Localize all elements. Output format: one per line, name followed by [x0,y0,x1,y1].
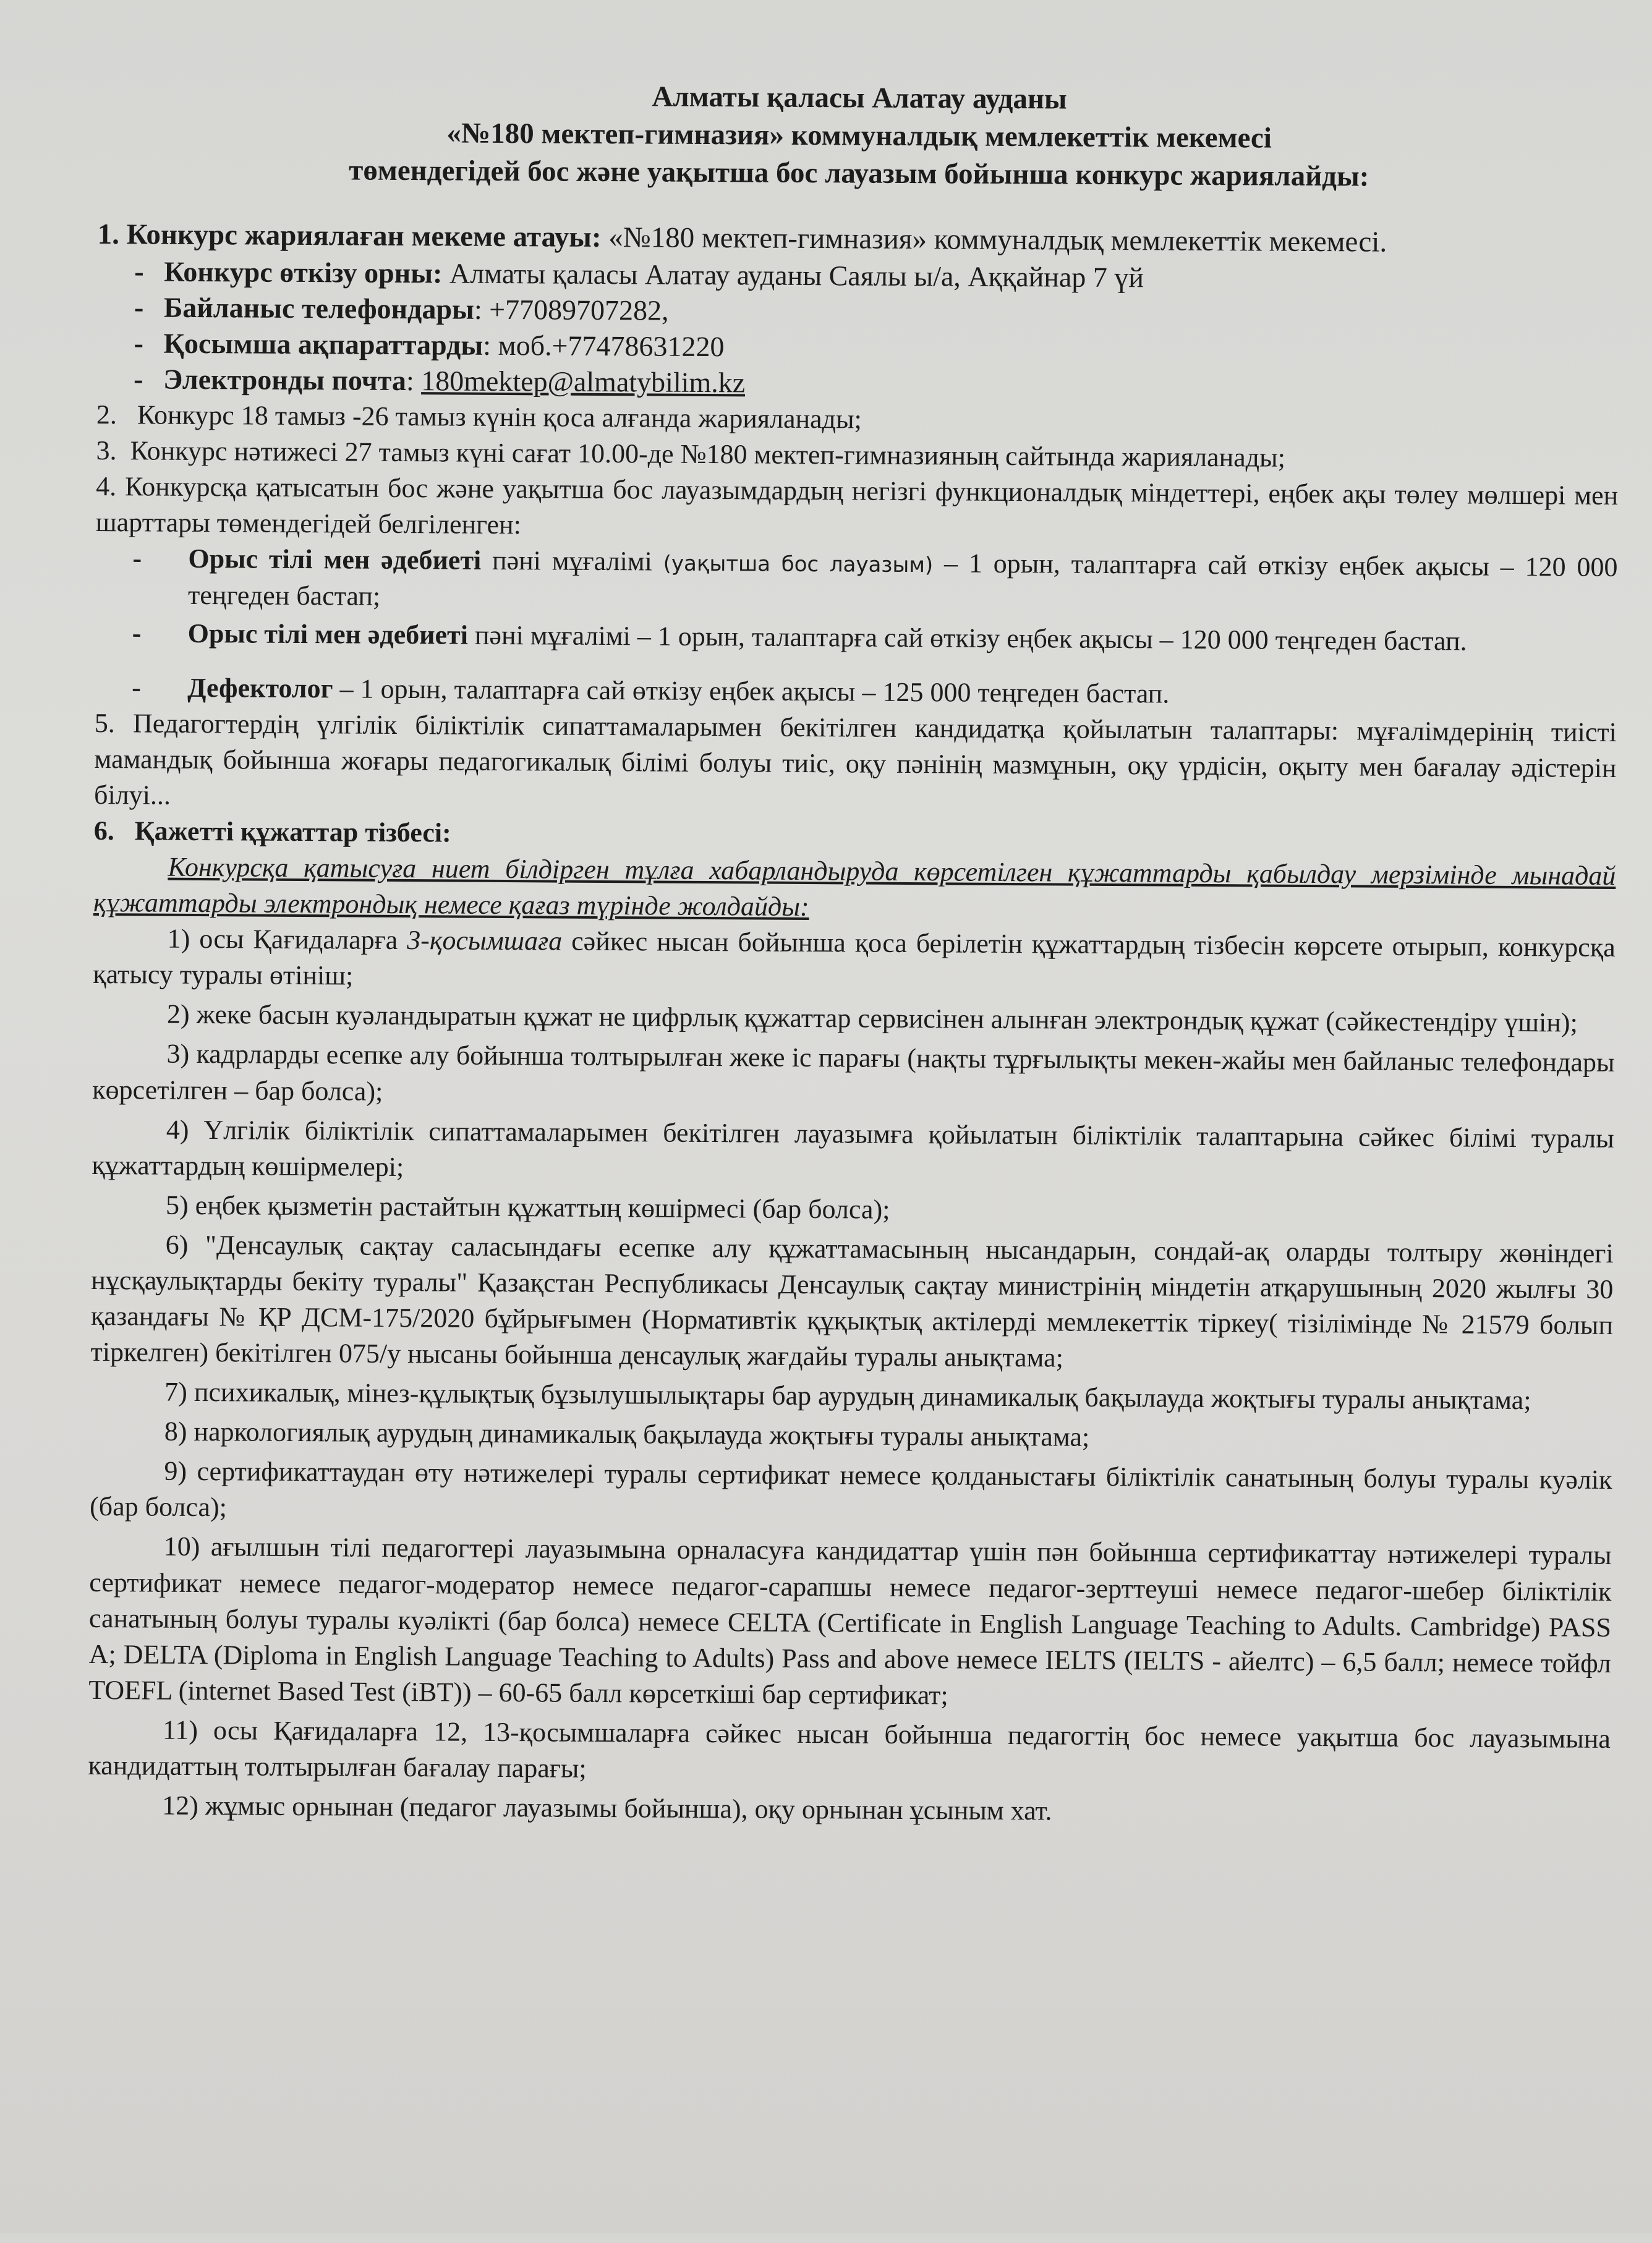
email-link[interactable]: 180mektep@almatybilim.kz [421,365,746,399]
section-2-number: 2. [96,399,117,430]
vacancy-title: Орыс тілі мен әдебиеті [188,543,482,576]
contact-venue-label: Конкурс өткізу орны: [164,255,443,289]
document-item: 9) сертификаттаудан өту нәтижелері туралы сертификат немесе қолданыстағы біліктілік санатының болуы туралы куәлік (бар болса); [89,1455,1612,1523]
contact-venue-value: Алматы қаласы Алатау ауданы Саялы ы/а, Аққайнар 7 үй [449,257,1144,294]
section-6-intro: Конкурсқа қатысуға ниет білдірген тұлға хабарландыруда көрсетілген құжаттарды қабылдау мерзімінде мынадай құжаттарды электрондық немесе қағаз түрінде жолдайды: [93,851,1616,922]
header-line-2: «№180 мектеп-гимназия» коммуналдық мемлекеттік мекемесі [446,117,1272,155]
document-item: 11) осы Қағидаларға 12, 13-қосымшаларға сәйкес нысан бойынша педагогтің бос немесе уақытша бос лауазымына кандидаттың толтырылған бағалау парағы; [88,1714,1611,1784]
document-item: 12) жұмыс орнынан (педагог лауазымы бойынша), оқу орнынан ұсыным хат. [162,1790,1052,1826]
document-item [93,921,1616,1002]
document-item: 10) ағылшын тілі педагогтері лауазымына орналасуға кандидаттар үшін пән бойынша сертификаттау нәтижелері туралы сертификат немесе педагог-модератор немесе педагог-сарапшы немесе педагог-зерттеуші немесе педагог-шебер біліктілік санатының болуы туралы куәлікті (бар болса) немесе CELTA (Certificate in English Language Teaching to Adults. Cambridge) PASS A; DELTA (Diploma in English Language Teaching to Adults) Pass and above немесе IELTS (IELTS - айелтс) – 6,5 балл; немесе тойфл TOEFL (internet Based Test (iBT)) – 60-65 балл көрсеткіші бар сертификат; [88,1531,1612,1711]
section-4-number: 4. [96,471,117,502]
section-6-number: 6. [93,815,114,846]
section-5-number: 5. [94,707,116,738]
section-2-text: Конкурс 18 тамыз -26 тамыз күнін қоса алғанда жарияланады; [137,399,862,435]
section-4 [96,469,1619,550]
document-item: 8) наркологиялық аурудың динамикалық бақылауда жоқтығы туралы анықтама; [164,1416,1090,1453]
section-5-text: Педагогтердің үлгілік біліктілік сипаттамаларымен бекітілген кандидатқа қойылатын талаптары: мұғалімдерінің тиісті мамандық бойынша жоғары педагогикалық білімі болуы тиіс, оқу пәнінің мазмұнын, оқу үрдісін, оқыту мен бағалау әдістерін білуі... [94,708,1617,811]
section-3-number: 3. [96,435,117,466]
section-3-text: Конкурс нәтижесі 27 тамыз күні сағат 10.00-де №180 мектеп-гимназияның сайтында жарияланады; [130,435,1286,473]
vacancy-title: Орыс тілі мен әдебиеті [187,618,469,650]
vacancy-subject: пәні мұғалімі [481,545,663,577]
document-item: 4) Үлгілік біліктілік сипаттамаларымен бекітілген лауазымға қойылатын біліктілік талаптарына сәйкес білімі туралы құжаттардың көшірмелері; [92,1114,1614,1182]
document-item-text: 1) осы Қағидаларға [167,923,407,956]
document-item-annex: 3-қосымшаға [407,925,563,956]
contact-phone-label: Байланыс телефондары [163,291,475,325]
vacancy-list [132,541,1618,715]
header-line-3: төмендегідей бос және уақытша бос лауазым бойынша конкурс жариялайды: [349,154,1369,193]
section-1-label: Конкурс жариялаған мекеме атауы: [126,218,602,254]
document-header [98,75,1620,197]
vacancy-item [132,541,1618,622]
contact-extra-value: : моб.+77478631220 [483,330,725,363]
document-item: 3) кадрларды есепке алу бойынша толтырылған жеке іс парағы (нақты тұрғылықты мекен-жайы мен байланыс телефондары көрсетілген – бар болса); [92,1039,1615,1107]
vacancy-terms: – 1 орын, талаптарға сай өткізу еңбек ақысы – 120 000 теңгеден бастап; [187,548,1618,611]
document-item: 2) жеке басын куәландыратын құжат не цифрлық құжаттар сервисінен алынған электрондық құжат (сәйкестендіру үшін); [166,999,1578,1038]
section-1-value: «№180 мектеп-гимназия» коммуналдық мемлекеттік мекемесі. [608,221,1387,258]
contact-email-label: Электронды почта [163,363,407,397]
header-line-1: Алматы қаласы Алатау ауданы [652,80,1067,116]
document-item: 5) еңбек қызметін растайтын құжаттың көшірмесі (бар болса); [165,1190,890,1225]
contact-phone-value: : +77089707282, [474,293,669,326]
vacancy-subject: пәні мұғалімі [467,619,631,651]
section-4-text: Конкурсқа қатысатын бос және уақытша бос лауазымдардың негізгі функционалдық міндеттері, еңбек ақы төлеу мөлшері мен шарттары төмендегідей белгіленген: [95,471,1619,540]
document-item: 6) "Денсаулық сақтау саласындағы есепке алу құжаттамасының нысандарын, сондай-ақ оларды толтыру жөніндегі нұсқаулықтарды бекіту туралы" Қазақстан Республикасы Денсаулық сақтау министрінің міндетін атқарушының 2020 жылғы 30 қазандағы № ҚР ДСМ-175/2020 бұйрығымен (Нормативтік құқықтық актілерді мемлекеттік тіркеу( тізілімінде № 21579 болып тіркелген) бекітілген 075/у нысаны бойынша денсаулық жағдайы туралы анықтама; [90,1229,1614,1373]
vacancy-item [132,615,1617,660]
vacancy-note: (уақытша бос лауазым) [663,551,934,578]
section-1-number: 1. [97,218,120,251]
vacancy-terms: – 1 орын, талаптарға сай өткізу еңбек ақысы – 120 000 теңгеден бастап. [630,620,1467,657]
vacancy-title: Дефектолог [187,672,333,704]
contacts-list [134,254,1619,406]
vacancy-terms: – 1 орын, талаптарға сай өткізу еңбек ақысы – 125 000 теңгеден бастап. [333,673,1170,709]
section-5 [94,705,1617,822]
documents-list [88,921,1616,1832]
contact-extra-label: Қосымша ақпараттарды [163,327,483,362]
document-item-text: сәйкес нысан бойынша қоса берілетін құжаттардың тізбесін көрсете отырып, конкурсқа қатысу туралы өтініш; [93,926,1616,991]
document-item: 7) психикалық, мінез-құлықтық бұзылушылықтары бар аурудың динамикалық бақылауда жоқтығы туралы анықтама; [164,1376,1531,1416]
contact-email-sep: : [406,365,422,397]
section-6-title: Қажетті құжаттар тізбесі: [134,815,451,848]
